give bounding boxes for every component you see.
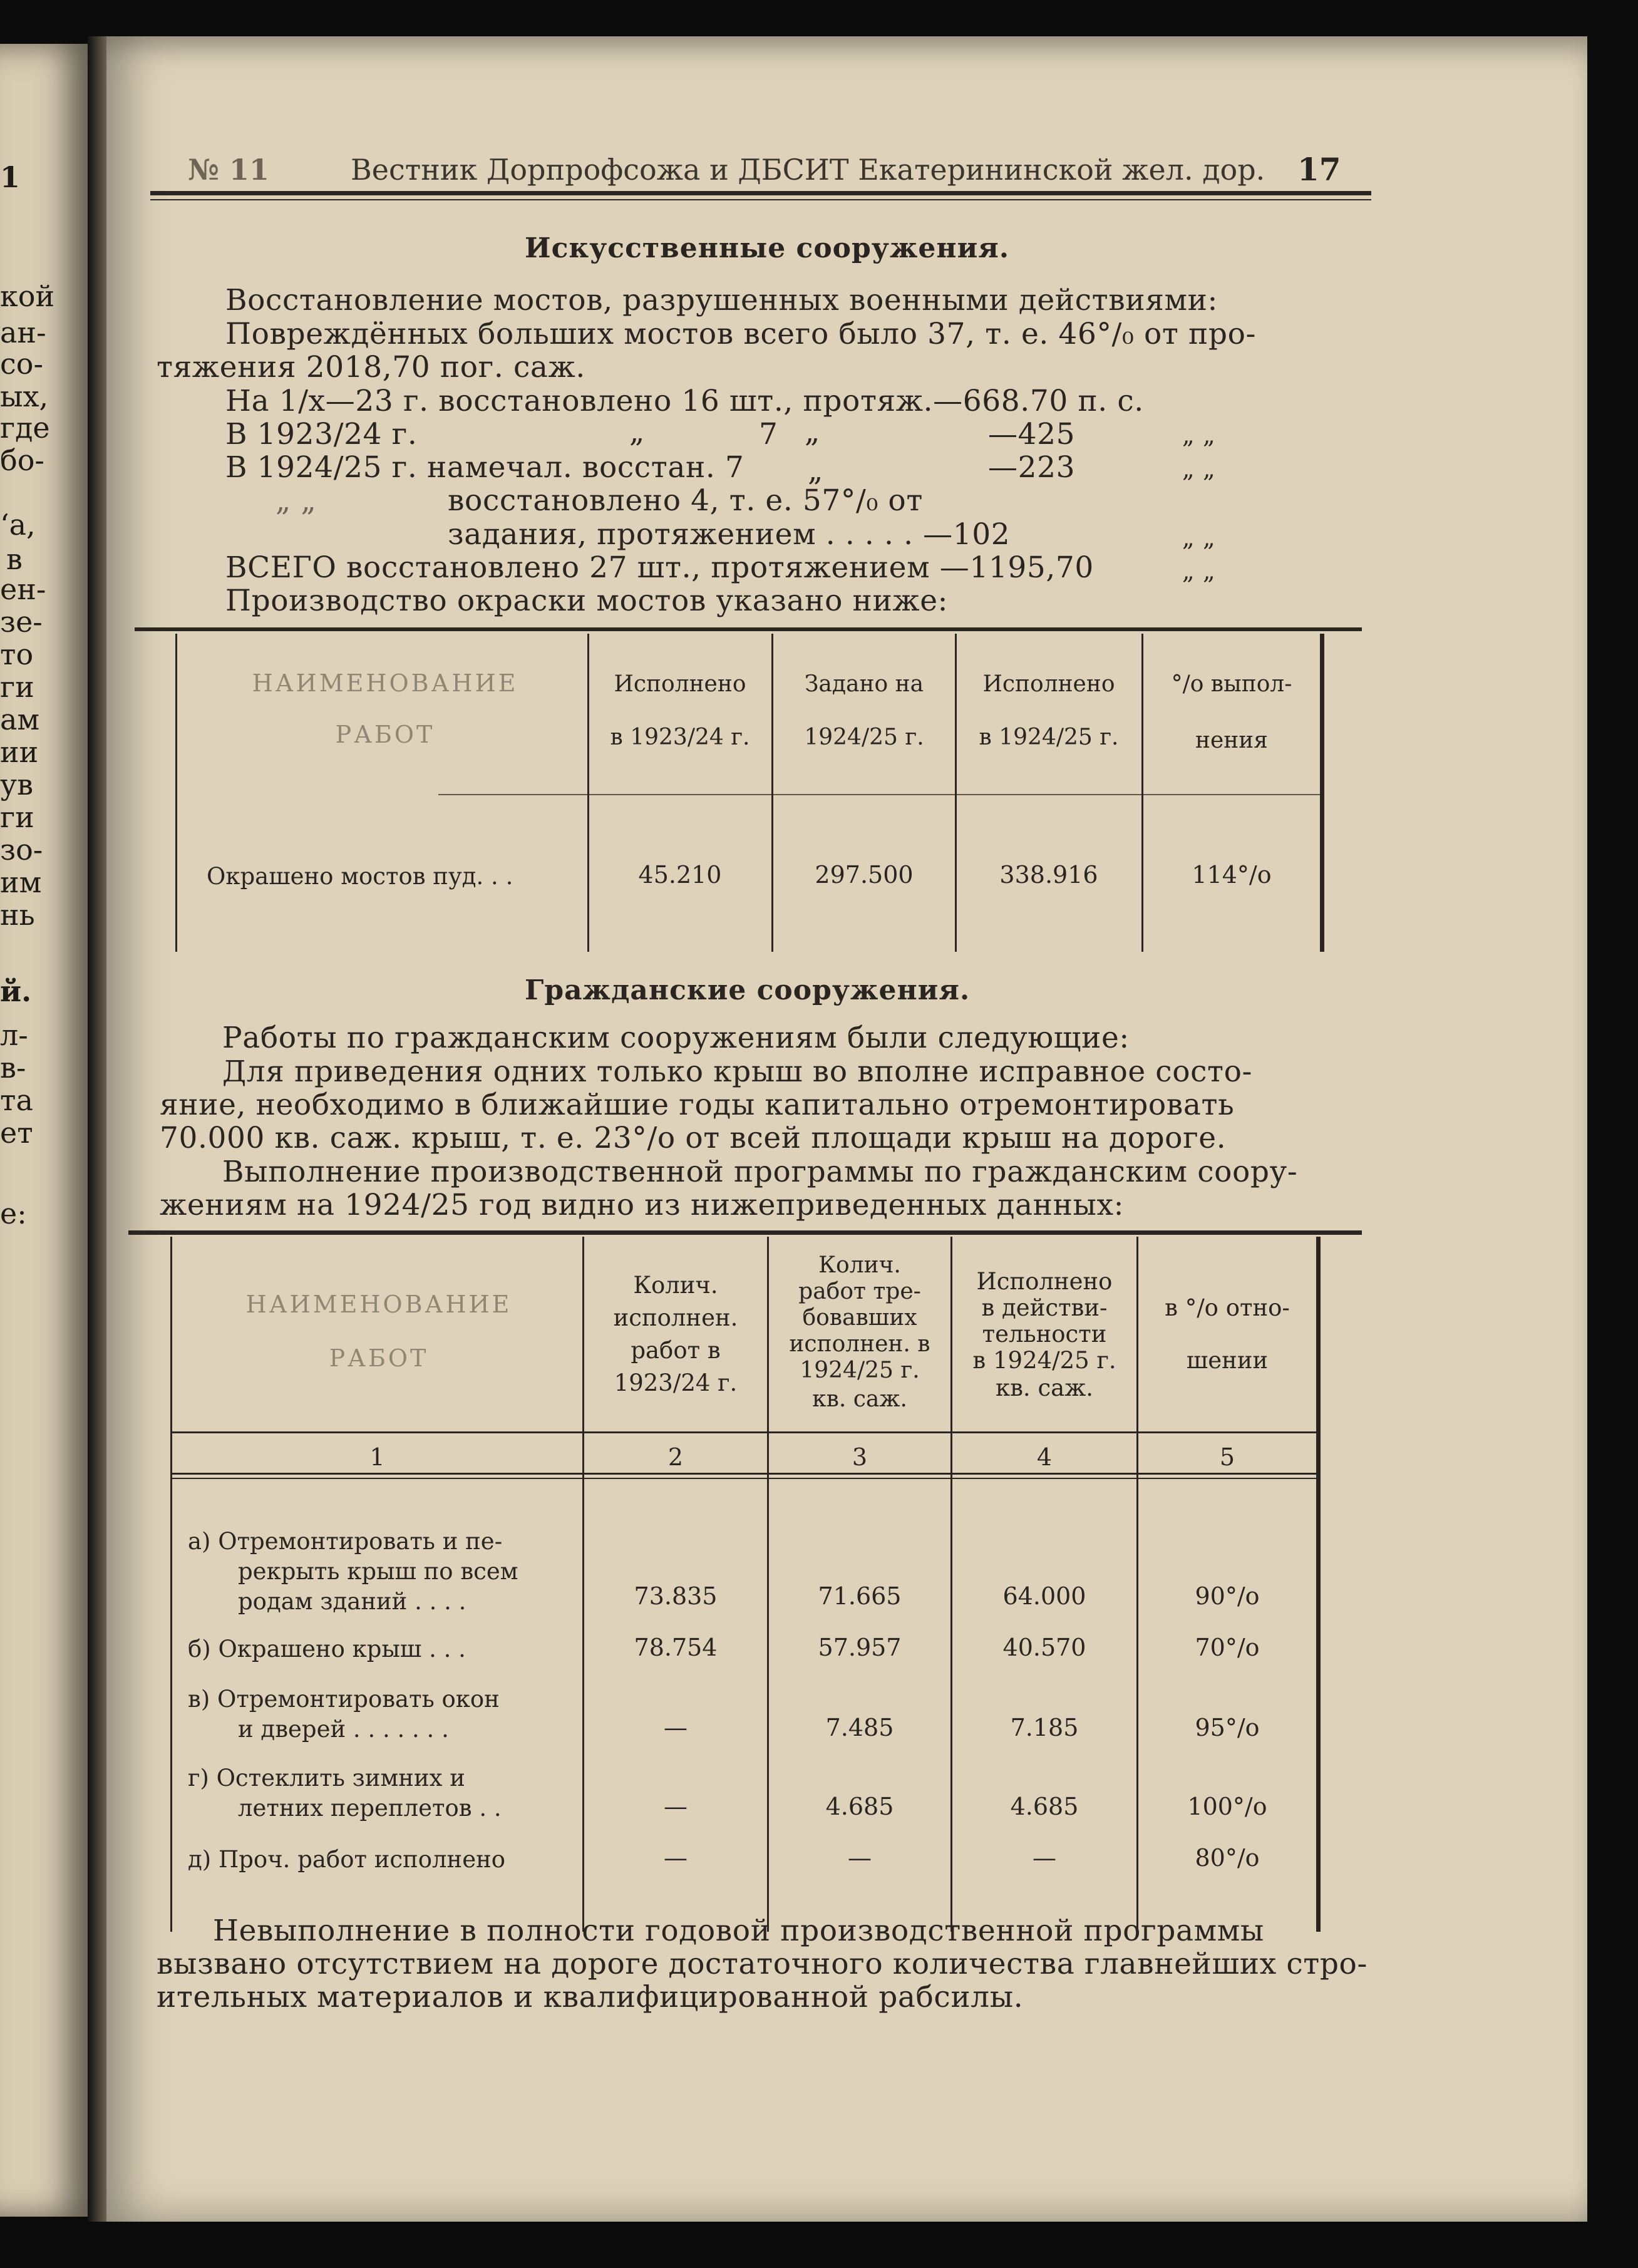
table-cell: 4.685 <box>1010 1793 1079 1820</box>
body-line: В 1923/24 г. <box>225 417 418 451</box>
body-line: В 1924/25 г. намечал. восстан. 7 <box>225 450 744 485</box>
left-fragment: ‘а, <box>0 508 36 542</box>
table-row-label: д) Проч. работ исполнено <box>188 1846 506 1873</box>
body-line: яние, необходимо в ближайшие годы капитально отремонтировать <box>160 1088 1235 1122</box>
table-row-label: г) Остеклить зимних и <box>188 1765 465 1791</box>
body-line: тяжения 2018,70 пог. саж. <box>157 350 585 384</box>
table-cell: 4.685 <box>825 1793 894 1820</box>
left-fragment: ги <box>0 670 34 704</box>
table-cell: — <box>664 1844 688 1872</box>
table-cell: 57.957 <box>818 1634 902 1661</box>
col-header: кв. саж. <box>812 1386 907 1412</box>
col-header: 1923/24 г. <box>614 1369 738 1396</box>
left-fragment: где <box>0 411 50 445</box>
left-fragment: ых, <box>0 379 49 413</box>
table-row-label: родам зданий . . . . <box>238 1588 466 1615</box>
col-header: кв. саж. <box>995 1374 1094 1401</box>
ditto-mark: „ „ <box>276 483 317 518</box>
header-rule <box>150 191 1371 195</box>
left-fragment: кой <box>0 279 55 313</box>
ditto-mark: „ <box>629 415 645 449</box>
col-header: Исполнено <box>614 671 746 697</box>
table-header-rule <box>170 1431 1316 1433</box>
left-fragment: ен- <box>0 572 46 606</box>
col-header: работ в <box>631 1337 721 1364</box>
col-header-name: НАИМЕНОВАНИЕ <box>252 669 518 697</box>
table-top-rule <box>128 1230 1362 1235</box>
table-border-left <box>175 634 177 952</box>
left-fragment: ии <box>0 735 39 769</box>
table-cell: — <box>664 1714 688 1741</box>
length-value: —425 <box>988 417 1076 451</box>
body-line: вызвано отсутствием на дороге достаточного количества главнейших стро- <box>157 1947 1368 1981</box>
left-fragment: й. <box>0 974 32 1008</box>
running-title: Вестник Дорпрофсожа и ДБСИТ Екатерининской жел. дор. <box>351 153 1265 187</box>
col-header: в 1924/25 г. <box>979 724 1119 750</box>
body-line: Выполнение производственной программы по гражданским соору- <box>222 1155 1298 1189</box>
ditto-mark: „ „ <box>1182 524 1216 552</box>
table-cell: 78.754 <box>634 1634 718 1661</box>
table-cell: 80°/о <box>1195 1844 1260 1872</box>
column-number: 3 <box>852 1443 868 1471</box>
table-cell: 338.916 <box>999 861 1098 889</box>
ditto-mark: „ <box>808 453 823 488</box>
body-line: Для приведения одних только крыш во вполне исправное состо- <box>222 1054 1253 1089</box>
left-fragment: зе- <box>0 605 43 639</box>
col-header: в °/о отно- <box>1165 1294 1290 1321</box>
col-header: исполнен. в <box>789 1331 930 1357</box>
left-fragment: та <box>0 1083 33 1117</box>
table-cell: — <box>1033 1844 1056 1872</box>
body-line: восстановлено 4, т. е. 57°/₀ от <box>448 483 923 518</box>
table-top-rule <box>135 627 1362 631</box>
col-header: бовавших <box>802 1305 917 1331</box>
column-number: 2 <box>667 1443 684 1471</box>
body-line: Производство окраски мостов указано ниже: <box>225 584 949 618</box>
table-row-label: Окрашено мостов пуд. . . <box>207 863 513 890</box>
ditto-mark: „ „ <box>1182 455 1216 483</box>
col-header: °/о выпол- <box>1171 671 1292 697</box>
col-header: 1924/25 г. <box>804 724 924 750</box>
table-cell: 100°/о <box>1187 1793 1267 1820</box>
column-number: 1 <box>369 1443 385 1471</box>
left-fragment: им <box>0 865 42 899</box>
col-header: 1924/25 г. <box>800 1358 920 1383</box>
table-border-right <box>1316 1237 1321 1932</box>
table-header-rule <box>438 794 1321 795</box>
ditto-mark: „ „ <box>1182 557 1216 585</box>
left-fragment: ам <box>0 703 40 736</box>
issue-number: № 11 <box>188 153 270 187</box>
body-line: 70.000 кв. саж. крыш, т. е. 23°/о от всей площади крыш на дороге. <box>160 1121 1227 1155</box>
col-header: тельности <box>982 1321 1107 1348</box>
col-header: в 1923/24 г. <box>610 724 750 750</box>
table-cell: 95°/о <box>1195 1714 1260 1741</box>
left-fragment: ан- <box>0 316 46 349</box>
body-line: На 1/x—23 г. восстановлено 16 шт., протяж.—668.70 п. с. <box>225 384 1144 418</box>
left-fragment: в <box>6 542 23 576</box>
ditto-mark: „ „ <box>1182 421 1216 449</box>
col-header: Исполнено <box>976 1268 1113 1295</box>
table-number-rule <box>170 1473 1316 1475</box>
table-row-label: и дверей . . . . . . . <box>238 1716 449 1743</box>
col-header: в 1924/25 г. <box>972 1347 1116 1374</box>
left-fragment: в- <box>0 1051 26 1085</box>
table-row-label: в) Отремонтировать окон <box>188 1686 500 1713</box>
col-header: работ тре- <box>798 1279 921 1304</box>
table-row-label: летних переплетов . . <box>238 1795 502 1822</box>
length-value: —223 <box>988 450 1076 485</box>
body-line: жениям на 1924/25 год видно из нижеприведенных данных: <box>160 1188 1125 1222</box>
col-header-name: РАБОТ <box>335 721 435 748</box>
body-line: Повреждённых больших мостов всего было 37, т. е. 46°/₀ от про- <box>225 317 1256 351</box>
left-fragment: 1 <box>0 160 21 194</box>
body-line: Работы по гражданским сооружениям были следующие: <box>222 1021 1130 1055</box>
left-fragment: то <box>0 637 34 671</box>
left-fragment: бо- <box>0 443 44 477</box>
table-number-rule-thin <box>170 1478 1316 1479</box>
page-gutter-shadow <box>88 36 106 2222</box>
col-header: Колич. <box>633 1272 718 1299</box>
previous-page-edge <box>0 44 94 2217</box>
table-cell: — <box>848 1844 872 1872</box>
ditto-mark: „ <box>805 415 820 449</box>
col-header-name: РАБОТ <box>329 1344 429 1372</box>
table-cell: — <box>664 1793 688 1820</box>
table-cell: 73.835 <box>634 1582 718 1610</box>
left-fragment: ет <box>0 1116 33 1150</box>
body-line: Невыполнение в полности годовой производственной программы <box>213 1914 1264 1948</box>
left-fragment: л- <box>0 1018 28 1052</box>
column-number: 4 <box>1036 1443 1053 1471</box>
header-rule-thin <box>150 199 1371 200</box>
table-cell: 297.500 <box>815 861 914 889</box>
body-line: ительных материалов и квалифицированной рабсилы. <box>157 1980 1024 2014</box>
table-border-right <box>1320 634 1324 952</box>
col-header: Исполнено <box>982 671 1115 697</box>
table-cell: 45.210 <box>638 861 722 889</box>
col-header: нения <box>1195 728 1268 753</box>
table-cell: 7.485 <box>825 1714 894 1741</box>
body-line: Восстановление мостов, разрушенных военными действиями: <box>225 283 1218 317</box>
left-fragment: со- <box>0 347 43 381</box>
left-fragment: нь <box>0 898 35 932</box>
col-header: Колич. <box>818 1252 901 1278</box>
table-cell: 114°/о <box>1192 861 1272 889</box>
table-cell: 40.570 <box>1002 1634 1086 1661</box>
table-row-label: рекрыть крыш по всем <box>238 1558 518 1585</box>
col-header: Задано на <box>804 671 924 697</box>
table-cell: 7.185 <box>1010 1714 1079 1741</box>
col-header: шении <box>1186 1347 1269 1374</box>
table-cell: 64.000 <box>1002 1582 1086 1610</box>
table-cell: 70°/о <box>1195 1634 1260 1661</box>
body-line: задания, протяжением . . . . . —102 <box>448 517 1011 552</box>
page-number: 17 <box>1297 151 1341 188</box>
left-fragment: ув <box>0 768 33 802</box>
section-title: Гражданские сооружения. <box>525 974 971 1006</box>
table-cell: 90°/о <box>1195 1582 1260 1610</box>
left-fragment: е: <box>0 1197 27 1230</box>
table-cell: 71.665 <box>818 1582 902 1610</box>
col-header: в действи- <box>981 1294 1108 1321</box>
column-number: 5 <box>1219 1443 1235 1471</box>
col-header: исполнен. <box>613 1304 738 1331</box>
table-row-label: б) Окрашено крыш . . . <box>188 1636 466 1662</box>
section-title: Искусственные сооружения. <box>525 232 1010 264</box>
table-border-left <box>170 1237 172 1932</box>
count-value: 7 <box>759 417 778 451</box>
table-row-label: а) Отремонтировать и пе- <box>188 1528 503 1555</box>
left-fragment: зо- <box>0 833 43 867</box>
body-line: ВСЕГО восстановлено 27 шт., протяжением —1195,70 <box>225 550 1094 585</box>
left-fragment: ги <box>0 800 34 834</box>
col-header-name: НАИМЕНОВАНИЕ <box>245 1291 512 1318</box>
